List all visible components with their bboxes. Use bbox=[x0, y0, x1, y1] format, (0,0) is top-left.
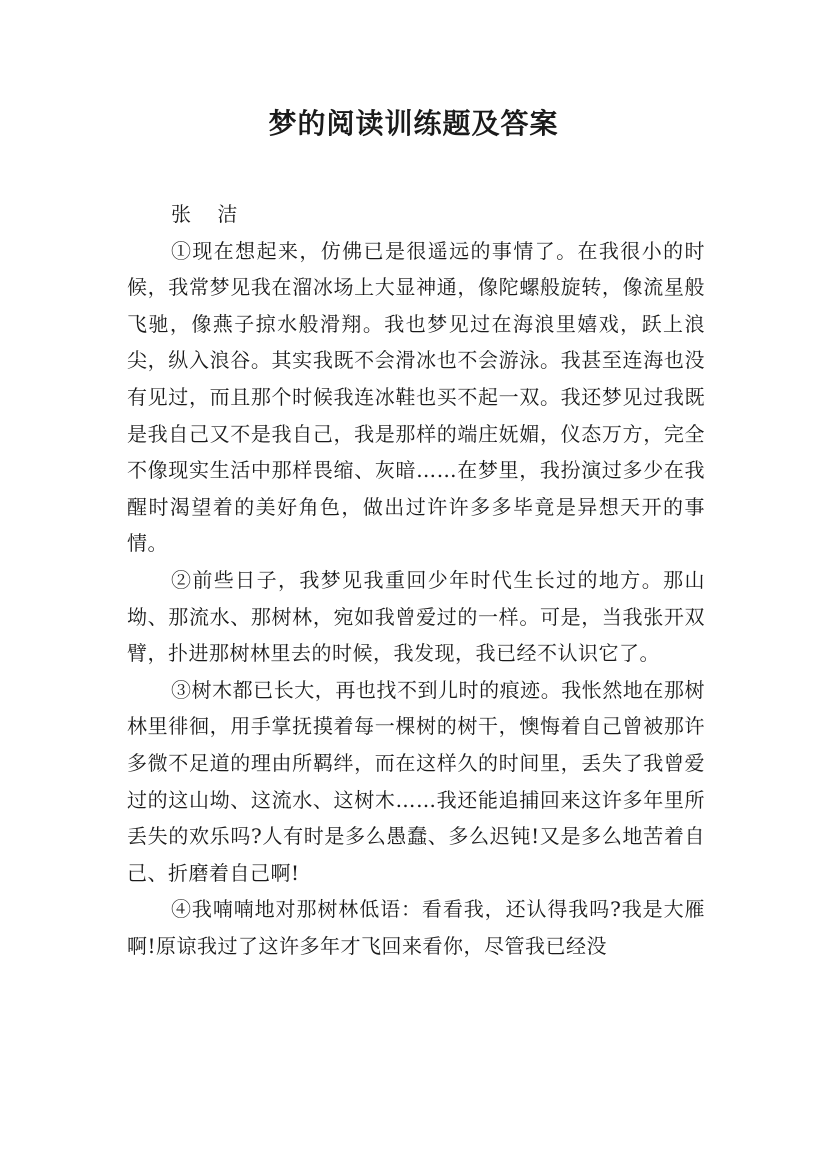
article-body bbox=[127, 196, 705, 964]
paragraph-2: ②前些日子，我梦见我重回少年时代生长过的地方。那山坳、那流水、那树林，宛如我曾爱过的一样。可是，当我张开双臂，扑进那树林里去的时候，我发现，我已经不认识它了。 bbox=[127, 567, 705, 666]
author-name: 张 洁 bbox=[171, 202, 248, 226]
paragraph-1: ①现在想起来，仿佛已是很遥远的事情了。在我很小的时候，我常梦见我在溜冰场上大显神通，像陀螺般旋转，像流星般飞驰，像燕子掠水般滑翔。我也梦见过在海浪里嬉戏，跃上浪尖，纵入浪谷。其实我既不会滑冰也不会游泳。我甚至连海也没有见过，而且那个时候我连冰鞋也买不起一双。我还梦见过我既是我自己又不是我自己，我是那样的端庄妩媚，仪态万方，完全不像现实生活中那样畏缩、灰暗……在梦里，我扮演过多少在我醒时渴望着的美好角色，做出过许许多多毕竟是异想天开的事情。 bbox=[127, 238, 705, 556]
paragraph-3: ③树木都已长大，再也找不到儿时的痕迹。我怅然地在那树林里徘徊，用手掌抚摸着每一棵树的树干，懊悔着自己曾被那许多微不足道的理由所羁绊，而在这样久的时间里，丢失了我曾爱过的这山坳、这流水、这树木……我还能追捕回来这许多年里所丢失的欢乐吗?人有时是多么愚蠢、多么迟钝!又是多么地苦着自己、折磨着自己啊! bbox=[127, 677, 705, 885]
paragraph-4: ④我喃喃地对那树林低语：看看我，还认得我吗?我是大雁啊!原谅我过了这许多年才飞回来看你，尽管我已经没 bbox=[127, 897, 705, 958]
document-title: 梦的阅读训练题及答案 bbox=[268, 107, 559, 140]
